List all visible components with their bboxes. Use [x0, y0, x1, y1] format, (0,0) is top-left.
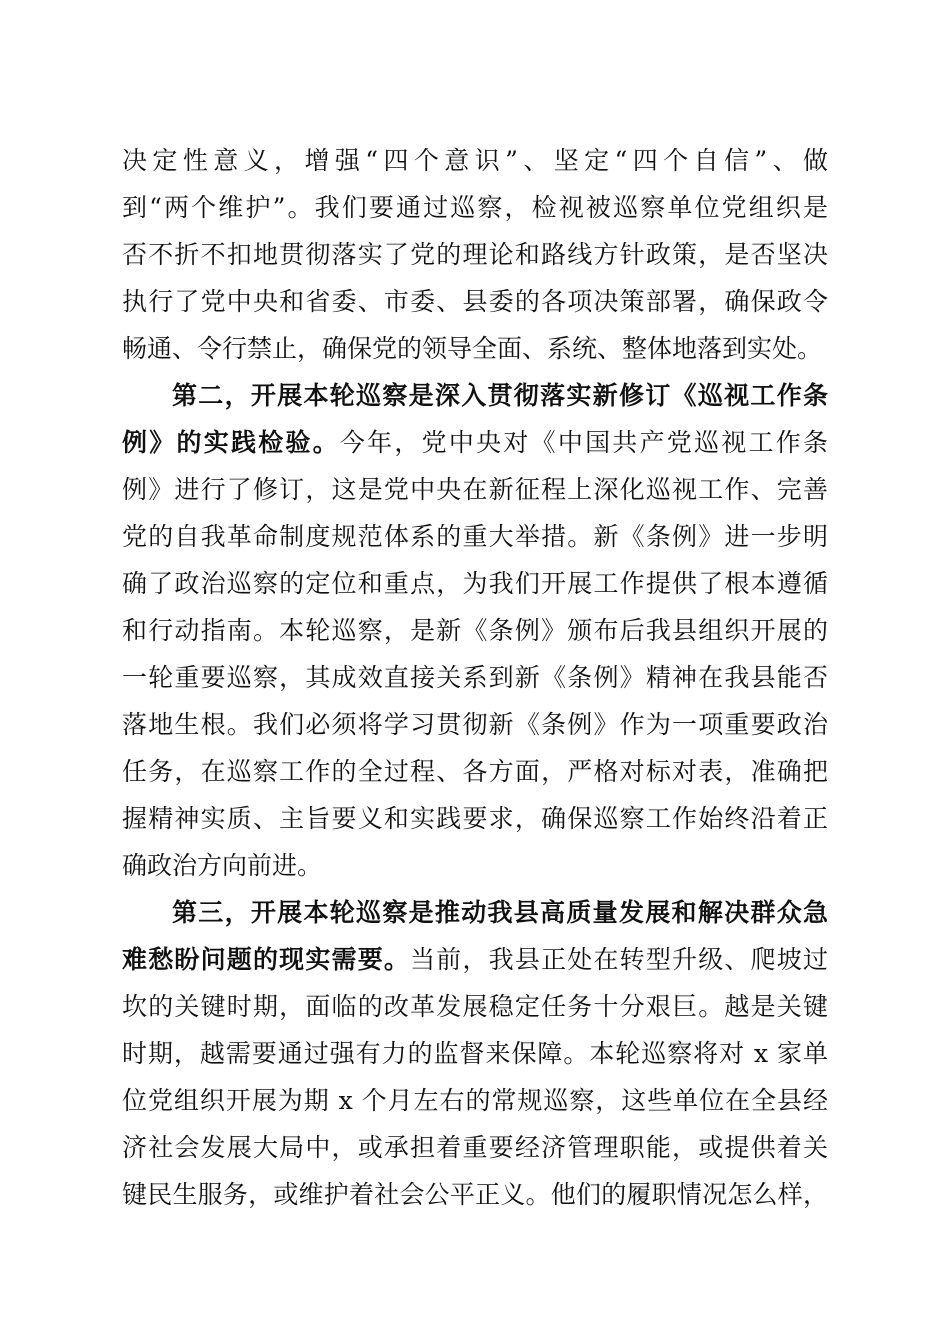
- text-line: 例》进行了修订，这是党中央在新征程上深化巡视工作、完善: [122, 475, 828, 504]
- text-line: 坎的关键时期，面临的改革发展稳定任务十分艰巨。越是关键: [122, 992, 828, 1021]
- section-heading-line: 第二，开展本轮巡察是深入贯彻落实新修订《巡视工作条: [172, 381, 828, 410]
- text-line: [122, 936, 828, 984]
- text-line: 否不折不扣地贯彻落实了党的理论和路线方针政策，是否坚决: [122, 240, 828, 269]
- text-line: 落地生根。我们必须将学习贯彻新《条例》作为一项重要政治: [122, 710, 828, 739]
- text-line: 键民生服务，或维护着社会公平正义。他们的履职情况怎么样，: [122, 1180, 828, 1209]
- text-line: 畅通、令行禁止，确保党的领导全面、系统、整体地落到实处。: [122, 334, 823, 363]
- text-line: 济社会发展大局中，或承担着重要经济管理职能，或提供着关: [122, 1133, 828, 1162]
- text-line: [122, 419, 828, 467]
- text-line: 和行动指南。本轮巡察，是新《条例》颁布后我县组织开展的: [122, 616, 828, 645]
- text-line: 决定性意义，增强“四个意识”、坚定“四个自信”、做: [122, 146, 828, 175]
- text-line: 握精神实质、主旨要义和实践要求，确保巡察工作始终沿着正: [122, 804, 828, 833]
- text-line: 执行了党中央和省委、市委、县委的各项决策部署，确保政令: [122, 287, 828, 316]
- text-line: 确了政治巡察的定位和重点，为我们开展工作提供了根本遵循: [122, 569, 828, 598]
- text-line: 时期，越需要通过强有力的监督来保障。本轮巡察将对 x 家单: [122, 1039, 828, 1068]
- text-line: 任务，在巡察工作的全过程、各方面，严格对标对表，准确把: [122, 757, 828, 786]
- section-heading-tail: 例》的实践检验。: [122, 428, 340, 457]
- text-line: 一轮重要巡察，其成效直接关系到新《条例》精神在我县能否: [122, 663, 828, 692]
- text-line: 位党组织开展为期 x 个月左右的常规巡察，这些单位在全县经: [122, 1086, 828, 1115]
- section-heading-line: 第三，开展本轮巡察是推动我县高质量发展和解决群众急: [172, 898, 828, 927]
- text-line: 到“两个维护”。我们要通过巡察，检视被巡察单位党组织是: [122, 193, 828, 222]
- text-run: 今年，党中央对《中国共产党巡视工作条: [339, 428, 828, 457]
- section-heading-tail: 难愁盼问题的现实需要。: [122, 945, 411, 974]
- text-line: 确政治方向前进。: [122, 851, 323, 880]
- text-run: 当前，我县正处在转型升级、爬坡过: [410, 945, 828, 974]
- text-line: 党的自我革命制度规范体系的重大举措。新《条例》进一步明: [122, 522, 828, 551]
